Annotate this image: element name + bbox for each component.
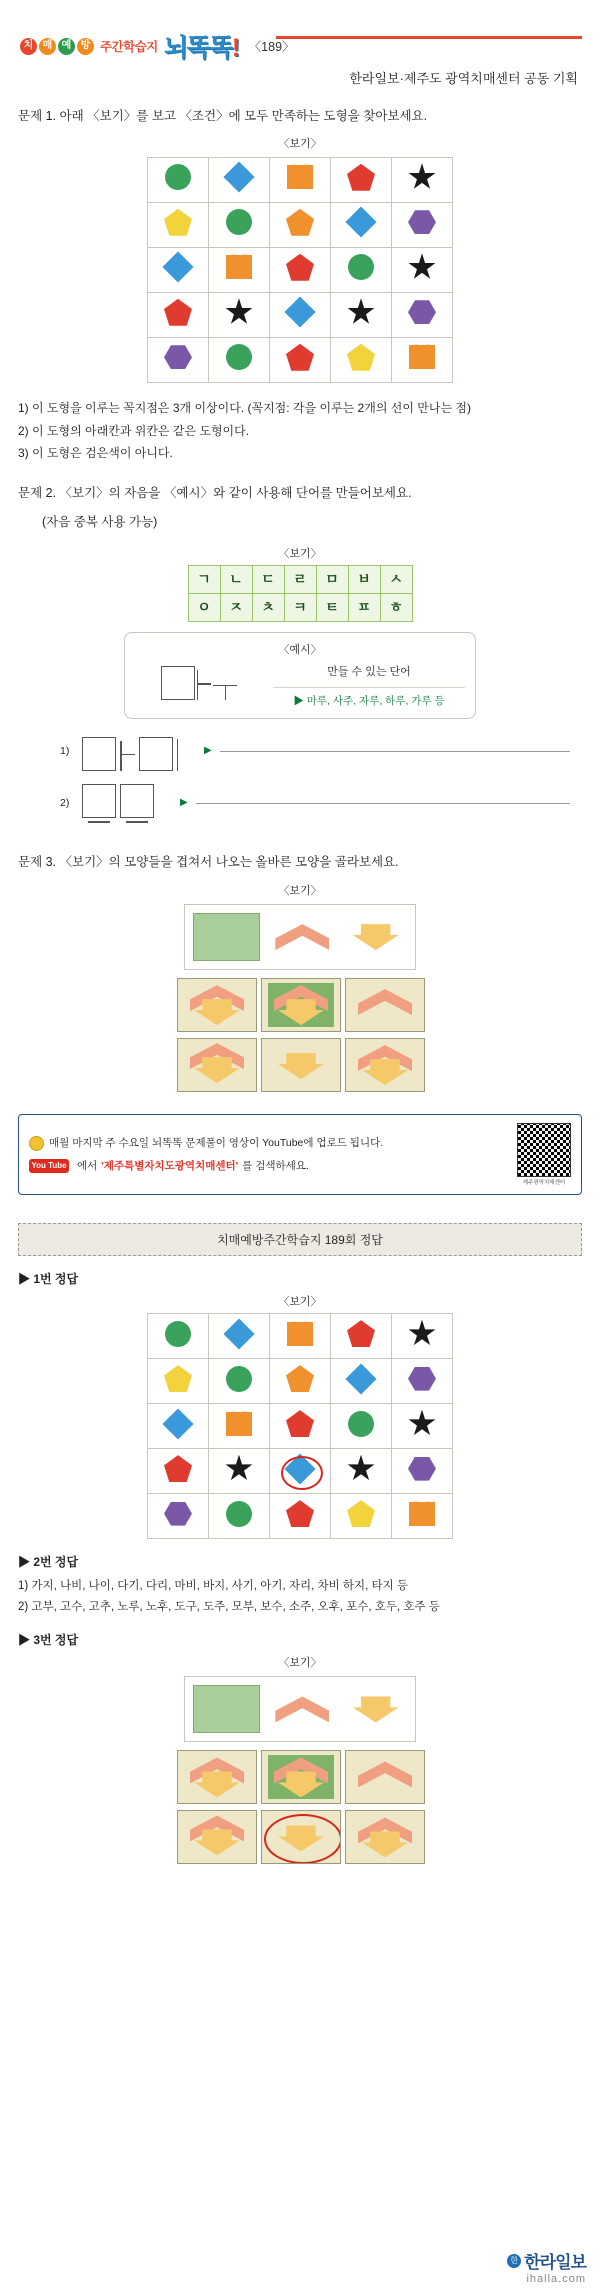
pent-shape xyxy=(164,299,192,326)
answer-2-line-2: 2) 고부, 고수, 고추, 노루, 노후, 도구, 도주, 모부, 보수, 소주, 오후, 포수, 호두, 호주 등 xyxy=(18,1600,440,1613)
hex-shape xyxy=(408,210,436,234)
grid-cell[interactable] xyxy=(392,1359,453,1404)
jamo-cell: ㅋ xyxy=(284,593,316,621)
jamo-row xyxy=(188,593,412,621)
circle-shape xyxy=(165,1321,191,1347)
answer-arrow-icon: ▶ xyxy=(203,745,212,757)
pent-shape xyxy=(347,344,375,371)
grid-cell[interactable] xyxy=(270,1314,331,1359)
heart-shape xyxy=(287,165,313,189)
option-2[interactable] xyxy=(261,978,341,1032)
footer-name: 한라일보 xyxy=(524,2253,586,2272)
jamo-cell: ㅌ xyxy=(316,593,348,621)
grid-cell[interactable] xyxy=(392,338,453,383)
brand-badge-2: 매 xyxy=(39,38,56,55)
page-header xyxy=(0,0,600,66)
question-1-conditions xyxy=(18,397,582,464)
answer-option-5-correct xyxy=(261,1810,341,1864)
grid-cell[interactable] xyxy=(148,248,209,293)
answer-3-label: ▶ 3번 정답 xyxy=(18,1633,79,1648)
footer-badge-icon: 한 xyxy=(507,2254,521,2268)
answer-row-2 xyxy=(60,783,600,823)
grid-cell[interactable] xyxy=(209,293,270,338)
table-row xyxy=(148,248,453,293)
grid-cell[interactable] xyxy=(392,1404,453,1449)
question-1-grid-wrap xyxy=(18,157,582,383)
grid-cell[interactable] xyxy=(209,158,270,203)
grid-cell[interactable] xyxy=(270,1449,331,1494)
grid-cell[interactable] xyxy=(392,1449,453,1494)
grid-cell[interactable] xyxy=(270,1494,331,1539)
pent-shape xyxy=(286,1500,314,1527)
star-shape xyxy=(408,253,436,281)
grid-cell[interactable] xyxy=(148,203,209,248)
jamo-cell: ㅂ xyxy=(348,565,380,593)
pent-shape xyxy=(347,1500,375,1527)
grid-cell[interactable] xyxy=(209,338,270,383)
hex-shape xyxy=(408,1367,436,1391)
answer-row-1-figure xyxy=(82,731,178,771)
condition-3: 3) 이 도형은 검은색이 아니다. xyxy=(18,445,173,460)
grid-cell[interactable] xyxy=(331,338,392,383)
question-2-box-label: 〈보기〉 xyxy=(278,547,322,560)
jamo-cell: ㅎ xyxy=(380,593,412,621)
footer-logo xyxy=(507,2248,586,2285)
notice-line-2 xyxy=(29,1157,507,1176)
star-shape xyxy=(408,163,436,191)
question-2-subtitle: (자음 중복 사용 가능) xyxy=(42,515,158,530)
table-row xyxy=(148,293,453,338)
grid-cell[interactable] xyxy=(270,248,331,293)
jamo-cell: ㅇ xyxy=(188,593,220,621)
grid-cell[interactable] xyxy=(392,203,453,248)
answer-option-2 xyxy=(261,1750,341,1804)
answer-3-options xyxy=(0,1750,600,1864)
qr-code-icon[interactable] xyxy=(517,1123,571,1177)
pent-shape xyxy=(286,1410,314,1437)
pent-shape xyxy=(164,209,192,236)
diamond-shape xyxy=(284,297,315,328)
grid-cell[interactable] xyxy=(209,1494,270,1539)
diamond-shape xyxy=(223,1318,254,1349)
footer-url: ihalla.com xyxy=(526,2273,586,2285)
notice-body xyxy=(29,1134,507,1176)
pent-shape xyxy=(286,1365,314,1392)
question-3 xyxy=(18,853,582,872)
hex-shape xyxy=(164,345,192,369)
condition-2: 2) 이 도형의 아래칸과 위칸은 같은 도형이다. xyxy=(18,423,250,438)
jamo-eu-icon xyxy=(88,821,110,822)
question-1 xyxy=(18,107,582,383)
grid-cell[interactable] xyxy=(331,1404,392,1449)
source-chevron-shape xyxy=(266,913,333,961)
jamo-table-wrap xyxy=(0,565,600,622)
grid-cell[interactable] xyxy=(209,203,270,248)
example-row xyxy=(135,663,465,708)
example-label: 〈예시〉 xyxy=(278,643,322,656)
jamo-eu-icon xyxy=(126,821,148,822)
star-shape xyxy=(408,1410,436,1438)
answer-option-1 xyxy=(177,1750,257,1804)
example-block-icon xyxy=(161,666,195,700)
answer-option-4 xyxy=(177,1810,257,1864)
logo-text: 뇌똑똑 xyxy=(163,34,232,62)
star-shape xyxy=(347,298,375,326)
example-divider xyxy=(273,687,465,688)
grid-cell[interactable] xyxy=(209,248,270,293)
youtube-notice xyxy=(18,1114,582,1195)
table-row xyxy=(148,1449,453,1494)
jamo-cell: ㄹ xyxy=(284,565,316,593)
brand-badges xyxy=(20,38,94,55)
answer-arrow-icon: ▶ xyxy=(180,797,188,809)
grid-cell[interactable] xyxy=(331,1494,392,1539)
brand-badge-4: 방 xyxy=(77,38,94,55)
option-3[interactable] xyxy=(345,978,425,1032)
diamond-shape xyxy=(223,162,254,193)
answer-option-3 xyxy=(345,1750,425,1804)
answer-block-icon xyxy=(120,784,154,818)
grid-cell[interactable] xyxy=(331,1449,392,1494)
answer-block-icon xyxy=(82,737,116,771)
qr-caption: 제주광역치매센터 xyxy=(522,1180,566,1187)
answer-2-line-1: 1) 가지, 나비, 나이, 다기, 다리, 마비, 바지, 사기, 아기, 자리, 차비 하지, 타지 등 xyxy=(18,1580,409,1593)
hex-shape xyxy=(408,1457,436,1481)
table-row xyxy=(148,1404,453,1449)
grid-cell[interactable] xyxy=(270,158,331,203)
grid-cell[interactable] xyxy=(148,1404,209,1449)
jamo-cell: ㅁ xyxy=(316,565,348,593)
grid-cell[interactable] xyxy=(331,203,392,248)
example-answer-area xyxy=(273,663,465,708)
jamo-cell: ㅈ xyxy=(220,593,252,621)
example-heading: 만들 수 있는 단어 xyxy=(327,665,411,678)
answer-3-source-box xyxy=(184,1676,416,1742)
star-shape xyxy=(225,298,253,326)
grid-cell[interactable] xyxy=(270,1359,331,1404)
diamond-shape xyxy=(162,252,193,283)
grid-cell[interactable] xyxy=(392,158,453,203)
jamo-t-icon xyxy=(213,685,237,701)
example-answer: ▶ 마루, 사주, 자루, 하루, 가루 등 xyxy=(293,694,445,707)
source-chevron-shape xyxy=(266,1685,333,1733)
grid-cell[interactable] xyxy=(148,1494,209,1539)
question-2 xyxy=(18,484,582,533)
option-6[interactable] xyxy=(345,1038,425,1092)
answer-block-icon xyxy=(82,784,116,818)
pent-shape xyxy=(164,1365,192,1392)
star-shape xyxy=(225,1455,253,1483)
answers-heading: 치매예방주간학습지 189회 정답 xyxy=(18,1223,582,1256)
heart-shape xyxy=(409,1502,435,1526)
jamo-cell: ㄷ xyxy=(252,565,284,593)
grid-cell[interactable] xyxy=(209,1449,270,1494)
header-rule xyxy=(276,36,582,39)
hex-shape xyxy=(408,300,436,324)
circle-shape xyxy=(165,164,191,190)
source-arrow-shape xyxy=(340,913,407,961)
grid-cell[interactable] xyxy=(392,1494,453,1539)
answer-1-label: ▶ 1번 정답 xyxy=(18,1272,79,1287)
question-3-source-box xyxy=(184,904,416,970)
circle-shape xyxy=(226,1366,252,1392)
table-row xyxy=(148,338,453,383)
question-3-box-label: 〈보기〉 xyxy=(278,885,322,898)
grid-cell[interactable] xyxy=(270,1404,331,1449)
correct-answer-circle-icon xyxy=(264,1814,341,1864)
question-1-grid-label: 〈보기〉 xyxy=(278,138,322,151)
grid-cell[interactable] xyxy=(331,248,392,293)
jamo-cell: ㅊ xyxy=(252,593,284,621)
grid-cell[interactable] xyxy=(392,293,453,338)
grid-cell[interactable] xyxy=(331,293,392,338)
table-row xyxy=(148,1494,453,1539)
answer-1-shape-grid xyxy=(147,1313,453,1539)
correct-answer-circle-icon xyxy=(281,1456,323,1490)
answer-write-line[interactable] xyxy=(196,802,570,804)
example-jamo-figure xyxy=(135,666,263,704)
answer-row-2-figure xyxy=(82,783,154,823)
pent-shape xyxy=(286,209,314,236)
pent-shape xyxy=(347,164,375,191)
answer-3-source-row xyxy=(193,1685,407,1733)
grid-cell[interactable] xyxy=(148,293,209,338)
logo-title xyxy=(164,28,239,64)
grid-cell[interactable] xyxy=(331,1359,392,1404)
notice-line-1 xyxy=(29,1134,507,1153)
grid-cell[interactable] xyxy=(331,158,392,203)
pent-shape xyxy=(164,1455,192,1482)
jamo-row xyxy=(188,565,412,593)
star-shape xyxy=(408,1320,436,1348)
grid-cell[interactable] xyxy=(209,1359,270,1404)
table-row xyxy=(148,203,453,248)
pent-shape xyxy=(286,344,314,371)
pent-shape xyxy=(286,254,314,281)
diamond-shape xyxy=(162,1408,193,1439)
answer-row-1 xyxy=(60,731,600,771)
table-row xyxy=(148,1314,453,1359)
answer-option-6 xyxy=(345,1810,425,1864)
star-shape xyxy=(347,1455,375,1483)
answer-block-icon xyxy=(139,737,173,771)
circle-shape xyxy=(226,1501,252,1527)
heart-shape xyxy=(409,345,435,369)
heart-shape xyxy=(287,1322,313,1346)
grid-cell[interactable] xyxy=(148,158,209,203)
page-subtitle: 한라일보·제주도 광역치매센터 공동 기획 xyxy=(349,71,578,86)
answer-row-2-number: 2) xyxy=(60,796,70,809)
jamo-i-icon xyxy=(177,739,178,771)
jamo-cell: ㅍ xyxy=(348,593,380,621)
notice-search-term: '제주특별자치도광역치매센터' xyxy=(101,1159,239,1172)
answer-row-1-number: 1) xyxy=(60,744,70,757)
question-3-source-row xyxy=(193,913,407,961)
heart-shape xyxy=(226,1412,252,1436)
diamond-shape xyxy=(345,1363,376,1394)
option-5[interactable] xyxy=(261,1038,341,1092)
answer-2-label: ▶ 2번 정답 xyxy=(18,1555,79,1570)
footer-logo-top xyxy=(507,2248,586,2273)
question-2-example-box xyxy=(124,632,476,719)
question-3-options xyxy=(0,978,600,1092)
answer-write-line[interactable] xyxy=(220,750,570,752)
circle-shape xyxy=(348,254,374,280)
answer-1-grid-label: 〈보기〉 xyxy=(278,1296,322,1309)
grid-cell[interactable] xyxy=(148,1449,209,1494)
circle-shape xyxy=(226,344,252,370)
brand-badge-3: 예 xyxy=(58,38,75,55)
answer-3-box-label: 〈보기〉 xyxy=(278,1657,322,1670)
question-1-title: 문제 1. 아래 〈보기〉를 보고 〈조건〉에 모두 만족하는 도형을 찾아보세요. xyxy=(18,109,428,123)
condition-1: 1) 이 도형을 이루는 꼭지점은 3개 이상이다. (꼭지점: 각을 이루는 2개의 선이 만나는 점) xyxy=(18,401,471,416)
jamo-a-icon xyxy=(120,741,135,771)
source-square-shape xyxy=(193,913,260,961)
brand-badge-1: 치 xyxy=(20,38,37,55)
youtube-icon: You Tube xyxy=(29,1159,69,1173)
heart-shape xyxy=(226,255,252,279)
grid-cell[interactable] xyxy=(270,203,331,248)
circle-shape xyxy=(226,209,252,235)
table-row xyxy=(148,1359,453,1404)
pent-shape xyxy=(347,1320,375,1347)
issue-number: 〈189〉 xyxy=(248,40,295,54)
option-1[interactable] xyxy=(177,978,257,1032)
grid-cell[interactable] xyxy=(148,1359,209,1404)
grid-cell[interactable] xyxy=(392,1314,453,1359)
circle-shape xyxy=(348,1411,374,1437)
qr-block[interactable] xyxy=(517,1123,571,1186)
question-1-shape-grid xyxy=(147,157,453,383)
question-3-title: 문제 3. 〈보기〉의 모양들을 겹쳐서 나오는 올바른 모양을 골라보세요. xyxy=(18,854,399,869)
bulb-icon xyxy=(29,1136,44,1151)
grid-cell[interactable] xyxy=(392,248,453,293)
jamo-a-icon xyxy=(197,670,212,700)
question-2-title: 문제 2. 〈보기〉의 자음을 〈예시〉와 같이 사용해 단어를 만들어보세요. xyxy=(18,485,412,500)
grid-cell[interactable] xyxy=(148,1314,209,1359)
answer-1-grid-wrap xyxy=(0,1313,600,1539)
hex-shape xyxy=(164,1502,192,1526)
grid-cell[interactable] xyxy=(270,293,331,338)
notice-prefix: 에서 xyxy=(77,1159,98,1172)
diamond-shape xyxy=(345,207,376,238)
jamo-cell: ㄴ xyxy=(220,565,252,593)
jamo-cell: ㅅ xyxy=(380,565,412,593)
jamo-table xyxy=(188,565,413,622)
option-4[interactable] xyxy=(177,1038,257,1092)
grid-cell[interactable] xyxy=(331,1314,392,1359)
grid-cell[interactable] xyxy=(148,338,209,383)
jamo-cell: ㄱ xyxy=(188,565,220,593)
grid-cell[interactable] xyxy=(209,1404,270,1449)
logo-exclam: ! xyxy=(231,34,239,62)
brand-subtitle: 주간학습지 xyxy=(100,40,158,54)
source-arrow-shape xyxy=(340,1685,407,1733)
grid-cell[interactable] xyxy=(209,1314,270,1359)
table-row xyxy=(148,158,453,203)
notice-text-1: 매월 마지막 주 수요일 뇌똑똑 문제풀이 영상이 YouTube에 업로드 됩니다. xyxy=(49,1136,384,1149)
source-square-shape xyxy=(193,1685,260,1733)
grid-cell[interactable] xyxy=(270,338,331,383)
notice-suffix: 를 검색하세요. xyxy=(242,1159,309,1172)
brand-lockup xyxy=(20,28,295,64)
